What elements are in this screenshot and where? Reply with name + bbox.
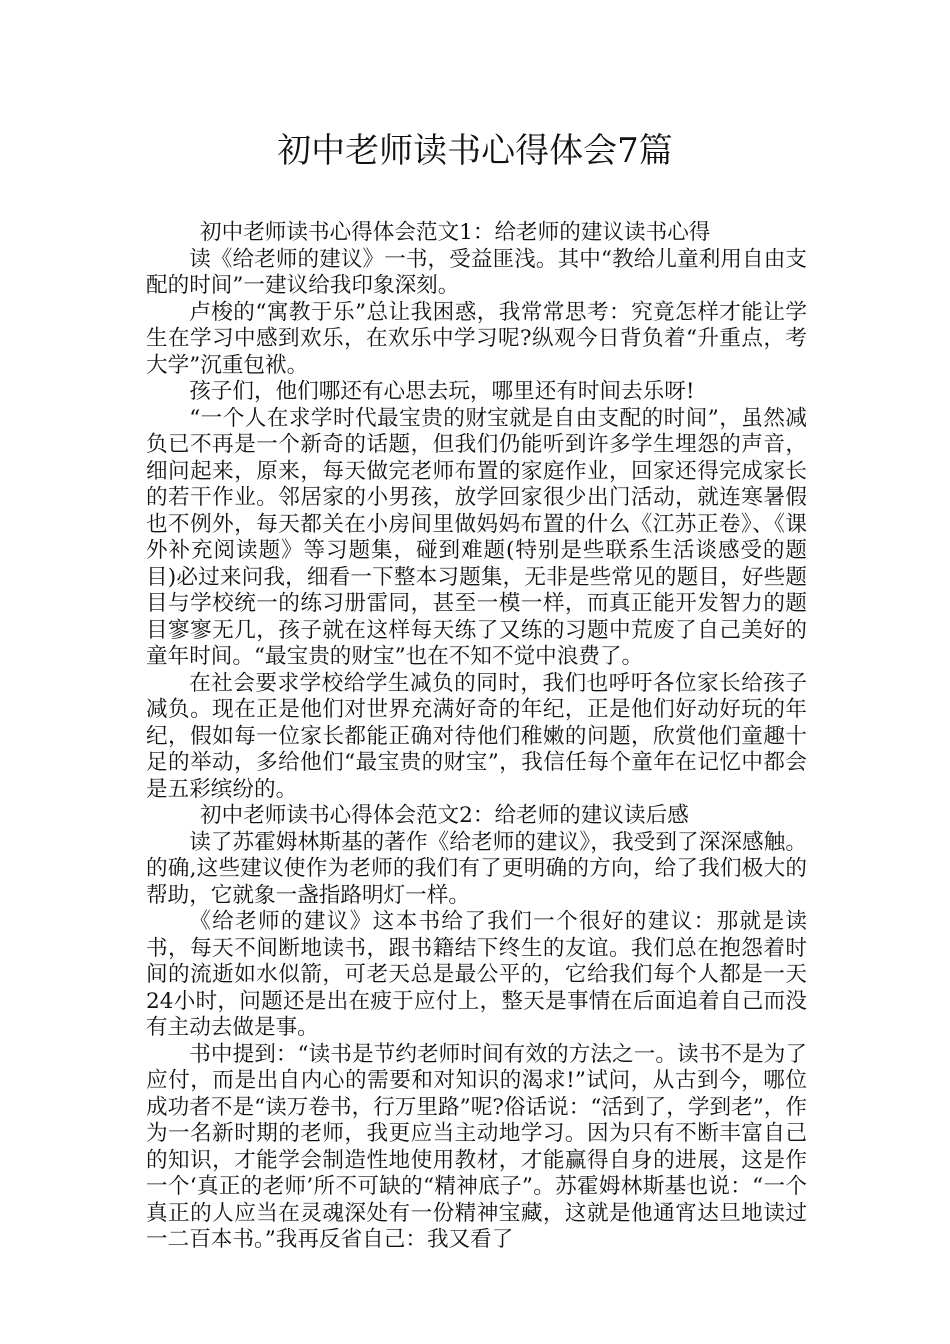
paragraph: 《给老师的建议》这本书给了我们一个很好的建议：那就是读书，每天不间断地读书，跟书籍结下终生的友谊。我们总在抱怨着时间的流逝如水似箭，可老天总是最公平的，它给我们每个人都是一天24小时，问题还是出在疲于应付上，整天是事情在后面追着自己而没有主动去做是事。 xyxy=(146,909,807,1040)
paragraph: “一个人在求学时代最宝贵的财宝就是自由支配的时间”，虽然减负已不再是一个新奇的话题，但我们仍能听到许多学生埋怨的声音，细问起来，原来，每天做完老师布置的家庭作业，回家还得完成家长的若干作业。邻居家的小男孩，放学回家很少出门活动，就连寒暑假也不例外，每天都关在小房间里做妈妈布置的什么《江苏正卷》、《课外补充阅读题》等习题集，碰到难题(特别是些联系生活谈感受的题目)必过来问我，细看一下整本习题集，无非是些常见的题目，好些题目与学校统一的练习册雷同，甚至一模一样，而真正能开发智力的题目寥寥无几，孩子就在这样每天练了又练的习题中荒废了自己美好的童年时间。“最宝贵的财宝”也在不知不觉中浪费了。 xyxy=(146,405,807,669)
paragraph: 书中提到：“读书是节约老师时间有效的方法之一。读书不是为了应付，而是出自内心的需要和对知识的渴求!”试问，从古到今，哪位成功者不是“读万卷书，行万里路”呢?俗话说：“活到了，学到老”，作为一名新时期的老师，我更应当主动地学习。因为只有不断丰富自己的知识，才能学会制造性地使用教材，才能赢得自身的进展，这是作一个‘真正的老师’所不可缺的“精神底子”。苏霍姆林斯基也说：“一个真正的人应当在灵魂深处有一份精神宝藏，这就是他通宵达旦地读过一二百本书。”我再反省自己：我又看了 xyxy=(146,1041,807,1252)
document-body xyxy=(146,220,807,1254)
paragraph: 卢梭的“寓教于乐”总让我困惑，我常常思考：究竟怎样才能让学生在学习中感到欢乐，在欢乐中学习呢?纵观今日背负着“升重点，考大学”沉重包袱。 xyxy=(146,299,807,378)
document-title: 初中老师读书心得体会7篇 xyxy=(277,131,673,171)
paragraph: 读了苏霍姆林斯基的著作《给老师的建议》，我受到了深深感触。的确,这些建议使作为老师的我们有了更明确的方向，给了我们极大的帮助，它就象一盏指路明灯一样。 xyxy=(146,829,807,908)
paragraph: 在社会要求学校给学生减负的同时，我们也呼吁各位家长给孩子减负。现在正是他们对世界充满好奇的年纪，正是他们好动好玩的年纪，假如每一位家长都能正确对待他们稚嫩的问题，欣赏他们童趣十足的举动，多给他们“最宝贵的财宝”，我信任每个童年在记忆中都会是五彩缤纷的。 xyxy=(146,670,807,802)
section-heading-2: 初中老师读书心得体会范文2：给老师的建议读后感 xyxy=(200,803,689,828)
paragraph: 孩子们，他们哪还有心思去玩，哪里还有时间去乐呀! xyxy=(189,379,695,404)
section-heading-1: 初中老师读书心得体会范文1：给老师的建议读书心得 xyxy=(200,220,711,245)
paragraph: 读《给老师的建议》一书，受益匪浅。其中“教给儿童利用自由支配的时间”一建议给我印象深刻。 xyxy=(146,246,807,298)
